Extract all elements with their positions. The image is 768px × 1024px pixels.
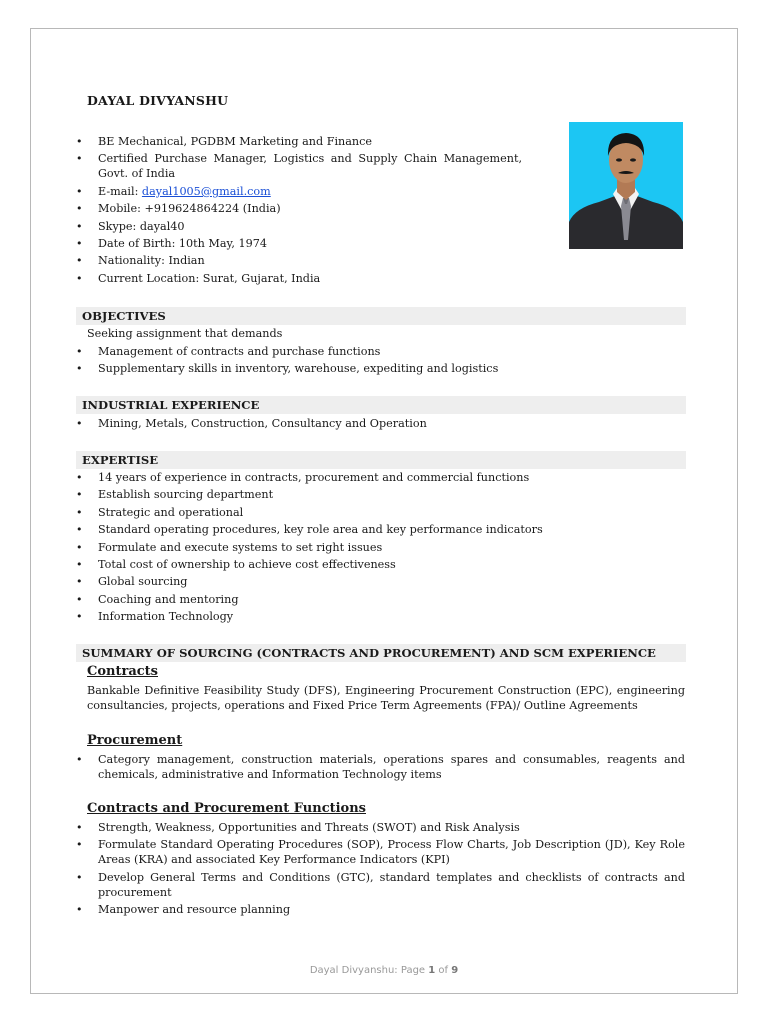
expertise-heading: EXPERTISE [76, 451, 686, 469]
page-footer: Dayal Divyanshu: Page 1 of 9 [309, 965, 459, 976]
list-item: • Skype: dayal40 [76, 219, 522, 234]
expertise-list [76, 470, 685, 627]
list-item: • Coaching and mentoring [76, 592, 685, 607]
list-item: • Mining, Metals, Construction, Consultancy and Operation [76, 416, 685, 431]
list-item: • Supplementary skills in inventory, warehouse, expediting and logistics [76, 361, 685, 376]
functions-subheading: Contracts and Procurement Functions [87, 801, 366, 816]
list-item: • Certified Purchase Manager, Logistics and Supply Chain Management, Govt. of India [76, 151, 522, 181]
list-item: • Management of contracts and purchase functions [76, 344, 685, 359]
email-link[interactable]: dayal1005@gmail.com [141, 184, 271, 198]
list-item: • Nationality: Indian [76, 253, 522, 268]
list-item: • 14 years of experience in contracts, procurement and commercial functions [76, 470, 685, 485]
list-item: • Formulate Standard Operating Procedures (SOP), Process Flow Charts, Job Description (JD), Key Role Areas (KRA) and associated Key Performance Indicators (KPI) [76, 837, 685, 867]
list-item: • Date of Birth: 10th May, 1974 [76, 236, 522, 251]
page-number: 1 [428, 965, 436, 976]
summary-heading: SUMMARY OF SOURCING (CONTRACTS AND PROCUREMENT) AND SCM EXPERIENCE [76, 644, 686, 662]
list-item: • Current Location: Surat, Gujarat, India [76, 271, 522, 286]
contracts-paragraph: Bankable Definitive Feasibility Study (DFS), Engineering Procurement Construction (EPC), engineering consultancies, projects, operations and Fixed Price Term Agreements (FPA)/ Outline Agreements [87, 684, 685, 712]
list-item: • Total cost of ownership to achieve cost effectiveness [76, 557, 685, 572]
contracts-subheading: Contracts [87, 664, 158, 679]
procurement-subheading: Procurement [87, 733, 183, 748]
functions-list [76, 820, 685, 920]
objectives-heading: OBJECTIVES [76, 307, 686, 325]
objectives-list [76, 344, 685, 379]
list-item: • Category management, construction materials, operations spares and consumables, reagents and chemicals, administrative and Information Technology items [76, 752, 685, 782]
email-label: E-mail: [98, 184, 142, 198]
page-total: 9 [451, 965, 459, 976]
contact-details-list [76, 134, 522, 288]
industrial-experience-list [76, 416, 685, 433]
list-item: • Develop General Terms and Conditions (GTC), standard templates and checklists of contracts and procurement [76, 870, 685, 900]
candidate-name: DAYAL DIVYANSHU [87, 93, 229, 108]
list-item: • Global sourcing [76, 574, 685, 589]
list-item-email [76, 184, 522, 199]
industrial-experience-heading: INDUSTRIAL EXPERIENCE [76, 396, 686, 414]
list-item: • Standard operating procedures, key role area and key performance indicators [76, 522, 685, 537]
list-item: • Information Technology [76, 609, 685, 624]
list-item: • Strategic and operational [76, 505, 685, 520]
list-item: • Mobile: +919624864224 (India) [76, 201, 522, 216]
list-item: • BE Mechanical, PGDBM Marketing and Finance [76, 134, 522, 149]
list-item: • Strength, Weakness, Opportunities and Threats (SWOT) and Risk Analysis [76, 820, 685, 835]
profile-photo [569, 122, 683, 249]
list-item: • Manpower and resource planning [76, 902, 685, 917]
objectives-intro: Seeking assignment that demands [87, 327, 283, 340]
procurement-list [76, 752, 685, 784]
list-item: • Formulate and execute systems to set right issues [76, 540, 685, 555]
list-item: • Establish sourcing department [76, 487, 685, 502]
